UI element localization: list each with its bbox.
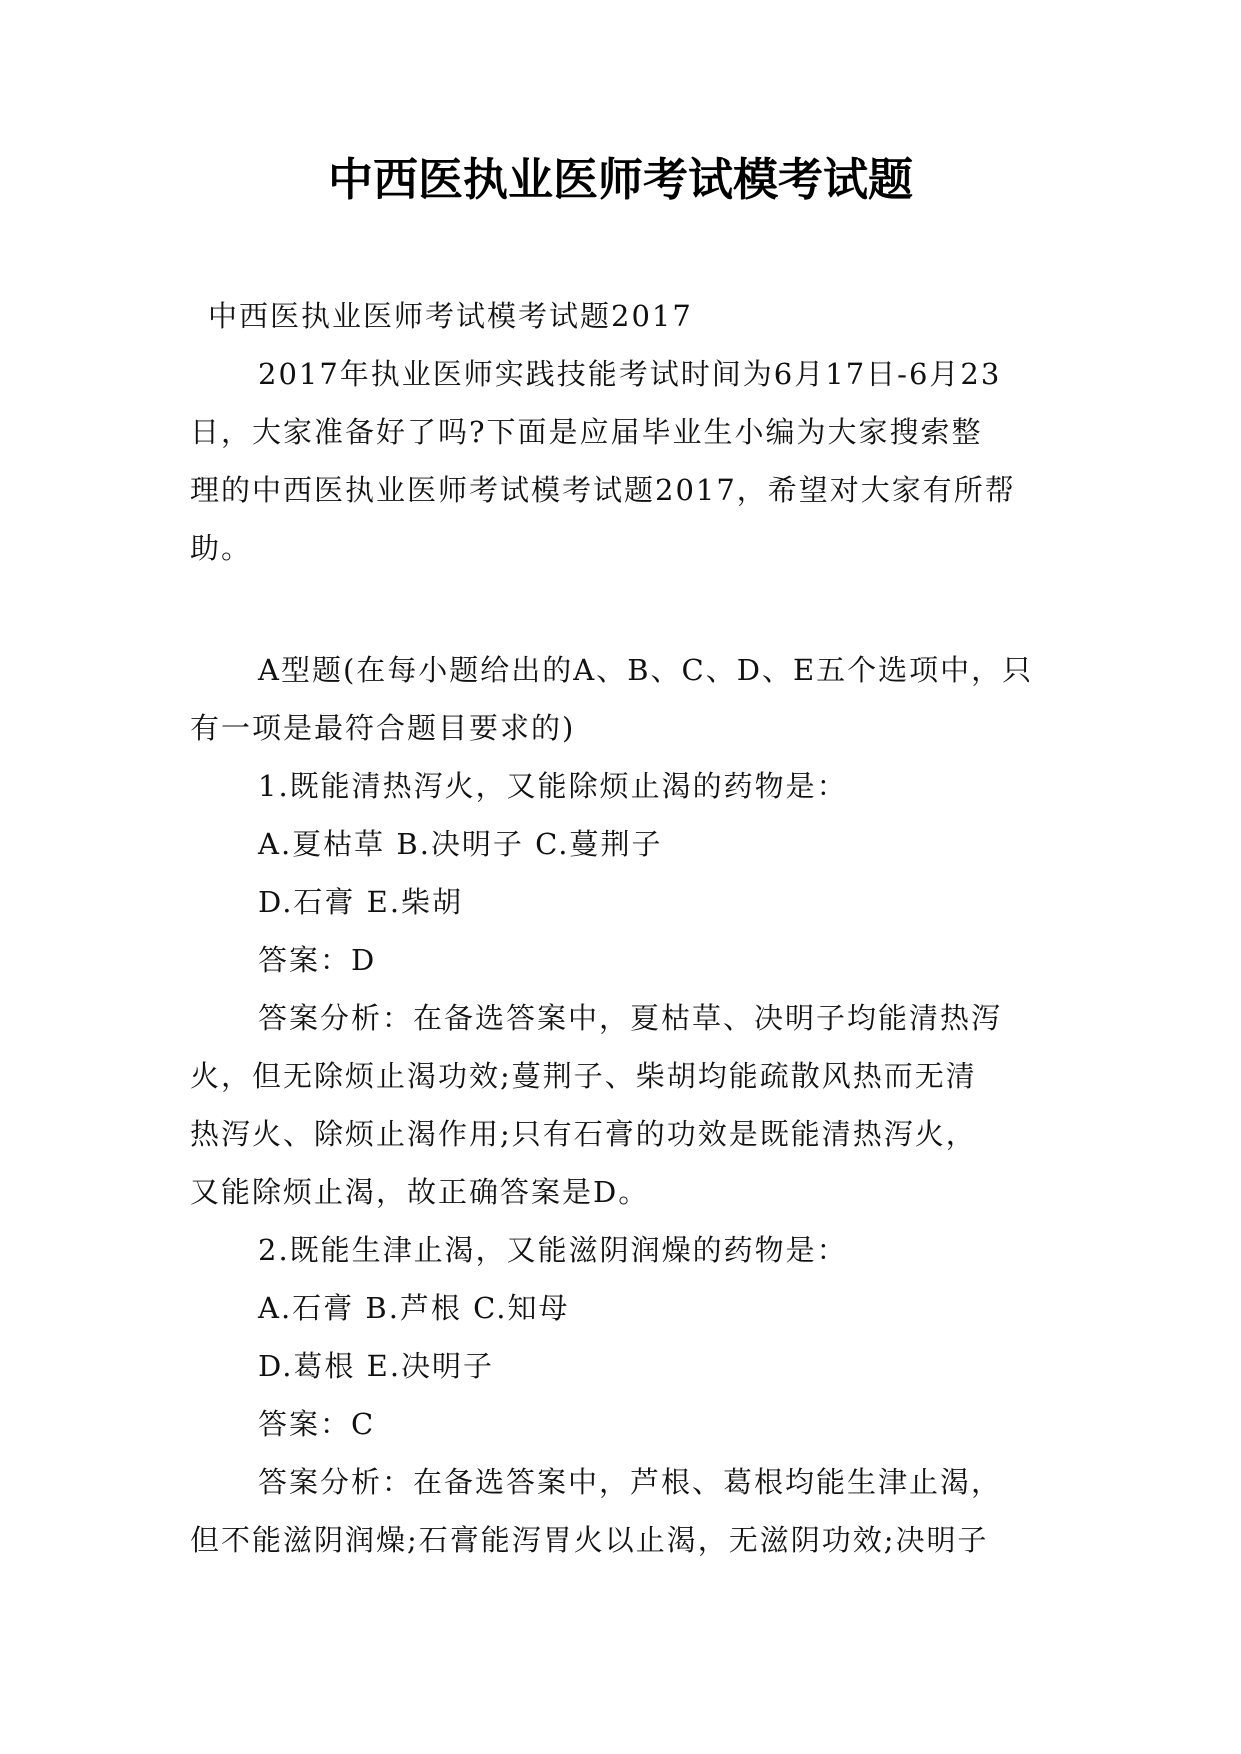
question-2-answer: 答案：C (258, 1407, 376, 1441)
question-2-analysis-line: 答案分析：在备选答案中，芦根、葛根均能生津止渴， (258, 1465, 1003, 1499)
document-title: 中西医执业医师考试模考试题 (327, 153, 913, 206)
intro-paragraph-line: 理的中西医执业医师考试模考试题2017，希望对大家有所帮 (190, 473, 1016, 507)
question-2-analysis-line: 但不能滋阴润燥;石膏能泻胃火以止渴，无滋阴功效;决明子 (190, 1523, 989, 1557)
question-2-options: D.葛根 E.决明子 (258, 1349, 495, 1383)
question-1-answer: 答案：D (258, 943, 377, 977)
question-1-analysis-line: 火，但无除烦止渴功效;蔓荆子、柴胡均能疏散风热而无清 (190, 1059, 977, 1093)
intro-paragraph-line: 助。 (190, 531, 253, 565)
intro-paragraph-line: 2017年执业医师实践技能考试时间为6月17日-6月23 (258, 357, 1002, 391)
question-1: 1.既能清热泻火，又能除烦止渴的药物是： (258, 769, 848, 803)
section-heading-line: A型题(在每小题给出的A、B、C、D、E五个选项中，只 (258, 653, 1034, 687)
question-2-options: A.石膏 B.芦根 C.知母 (258, 1291, 570, 1325)
question-1-analysis-line: 答案分析：在备选答案中，夏枯草、决明子均能清热泻 (258, 1001, 1003, 1035)
question-1-options: A.夏枯草 B.决明子 C.蔓荆子 (258, 827, 663, 861)
question-1-analysis-line: 又能除烦止渴，故正确答案是D。 (190, 1175, 650, 1209)
question-1-options: D.石膏 E.柴胡 (258, 885, 464, 919)
document-subtitle: 中西医执业医师考试模考试题2017 (208, 299, 693, 333)
question-2: 2.既能生津止渴，又能滋阴润燥的药物是： (258, 1233, 848, 1267)
section-heading-line: 有一项是最符合题目要求的) (190, 711, 576, 745)
intro-paragraph-line: 日，大家准备好了吗?下面是应届毕业生小编为大家搜索整 (190, 415, 983, 449)
question-1-analysis-line: 热泻火、除烦止渴作用;只有石膏的功效是既能清热泻火， (190, 1117, 977, 1151)
